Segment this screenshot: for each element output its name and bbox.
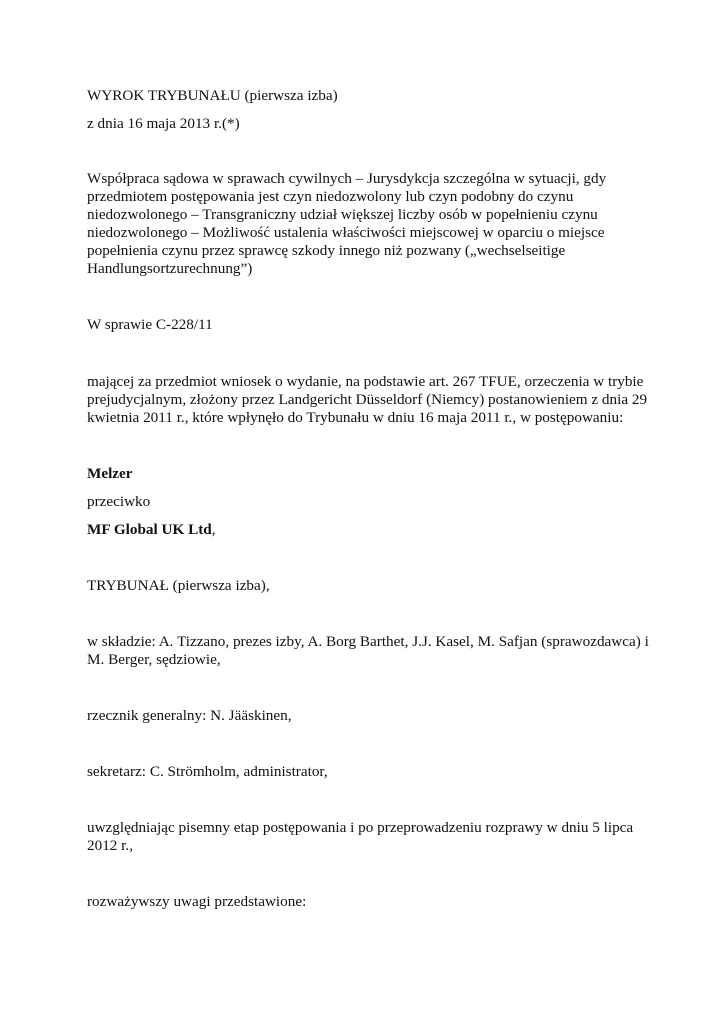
- request-line: kwietnia 2011 r., które wpłynęło do Trybunału w dniu 16 maja 2011 r., w postępowaniu:: [87, 409, 624, 426]
- case-number: W sprawie C‑228/11: [87, 316, 213, 333]
- applicant-name: Melzer: [87, 465, 133, 482]
- defendant-name: MF Global UK Ltd: [87, 521, 212, 538]
- subject-line: popełnienia czynu przez sprawcę szkody innego niż pozwany („wechselseitige: [87, 242, 566, 259]
- composition-line: w składzie: A. Tizzano, prezes izby, A. Borg Barthet, J.J. Kasel, M. Safjan (sprawozdawca) i: [87, 633, 649, 650]
- defendant: [87, 521, 216, 540]
- considering-line: rozważywszy uwagi przedstawione:: [87, 893, 307, 910]
- request-line: prejudycjalnym, złożony przez Landgericht Düsseldorf (Niemcy) postanowieniem z dnia 29: [87, 391, 648, 408]
- subject-line: Handlungsortzurechnung”): [87, 260, 253, 277]
- subject-line: niedozwolonego – Transgraniczny udział większej liczby osób w popełnieniu czynu: [87, 206, 598, 223]
- subject-line: Współpraca sądowa w sprawach cywilnych – Jurysdykcja szczególna w sytuacji, gdy: [87, 170, 607, 187]
- versus-label: przeciwko: [87, 493, 151, 510]
- composition-line: M. Berger, sędziowie,: [87, 651, 221, 668]
- registrar: sekretarz: C. Strömholm, administrator,: [87, 763, 328, 780]
- procedure-line: 2012 r.,: [87, 837, 133, 854]
- judgment-title: WYROK TRYBUNAŁU (pierwsza izba): [87, 87, 338, 104]
- subject-line: niedozwolonego – Możliwość ustalenia właściwości miejscowej w oparciu o miejsce: [87, 224, 605, 241]
- defendant-suffix: ,: [211, 521, 216, 538]
- request-line: mającej za przedmiot wniosek o wydanie, na podstawie art. 267 TFUE, orzeczenia w trybie: [87, 373, 644, 390]
- procedure-line: uwzględniając pisemny etap postępowania i po przeprowadzeniu rozprawy w dniu 5 lipca: [87, 819, 634, 836]
- court-name: TRYBUNAŁ (pierwsza izba),: [87, 577, 270, 594]
- subject-line: przedmiotem postępowania jest czyn niedozwolony lub czyn podobny do czynu: [87, 188, 574, 205]
- judgment-date: z dnia 16 maja 2013 r.(*): [87, 115, 240, 132]
- advocate-general: rzecznik generalny: N. Jääskinen,: [87, 707, 292, 724]
